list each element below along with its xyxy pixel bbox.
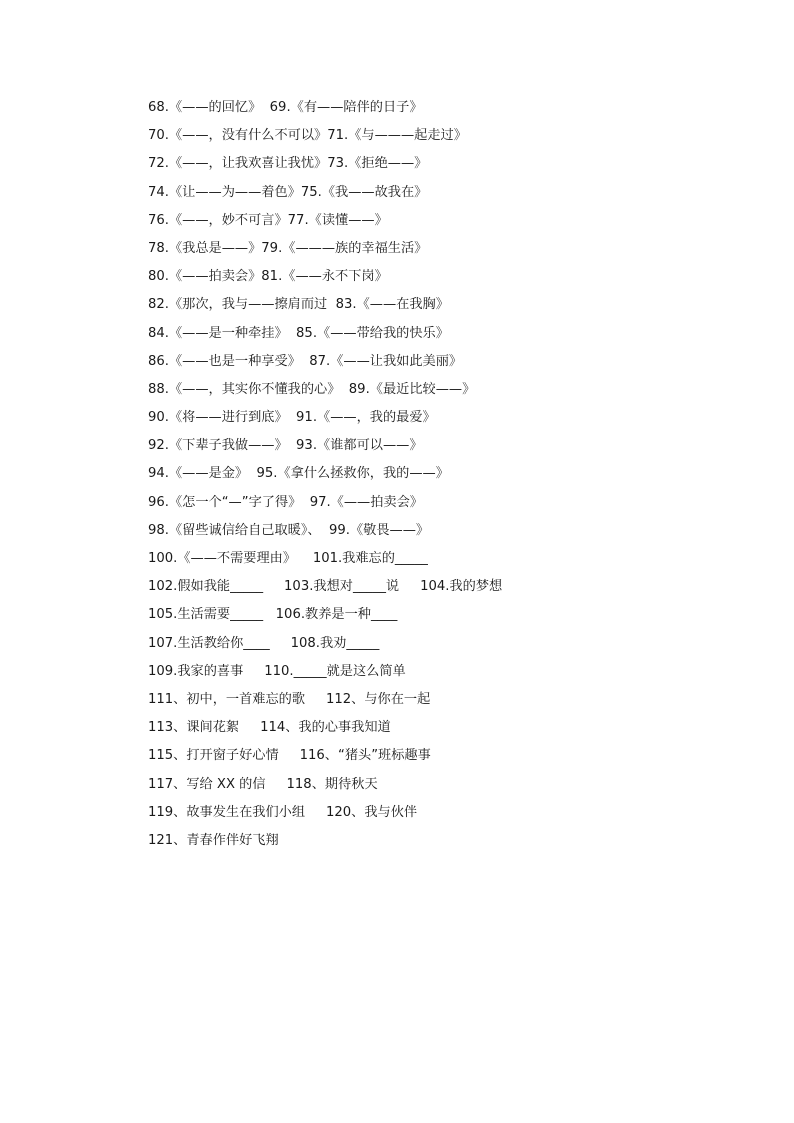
topic-line: 111、初中，一首难忘的歌 112、与你在一起 xyxy=(148,691,431,707)
topic-line: 100.《——不需要理由》 101.我难忘的_____ xyxy=(148,551,428,566)
topic-line: 90.《将——进行到底》 91.《——，我的最爱》 xyxy=(148,410,436,426)
topic-line: 115、打开窗子好心情 116、“猪头”班标趣事 xyxy=(148,748,431,764)
topic-line: 113、课间花絮 114、我的心事我知道 xyxy=(148,720,391,736)
topic-line: 121、青春作伴好飞翔 xyxy=(148,832,279,848)
topic-line: 70.《——，没有什么不可以》71.《与———起走过》 xyxy=(148,128,467,144)
essay-topic-list xyxy=(148,94,748,855)
topic-line: 84.《——是一种牵挂》 85.《——带给我的快乐》 xyxy=(148,325,449,341)
topic-line: 105.生活需要_____ 106.教养是一种____ xyxy=(148,607,398,623)
topic-line: 94.《——是金》 95.《拿什么拯救你，我的——》 xyxy=(148,466,449,482)
topic-line: 98.《留些诚信给自己取暖》、 99.《敬畏——》 xyxy=(148,522,430,538)
topic-line: 96.《怎一个“—”字了得》 97.《——拍卖会》 xyxy=(148,494,423,510)
topic-line: 109.我家的喜事 110._____就是这么简单 xyxy=(148,663,406,679)
topic-line: 68.《——的回忆》 69.《有——陪伴的日子》 xyxy=(148,100,423,115)
topic-line: 92.《下辈子我做——》 93.《谁都可以——》 xyxy=(148,438,423,454)
topic-line: 86.《——也是一种享受》 87.《——让我如此美丽》 xyxy=(148,353,463,369)
topic-line: 76.《——，妙不可言》77.《读懂——》 xyxy=(148,212,388,228)
topic-line: 82.《那次，我与——擦肩而过 83.《——在我胸》 xyxy=(148,297,449,313)
topic-line: 72.《——，让我欢喜让我忧》73.《拒绝——》 xyxy=(148,156,428,172)
topic-line: 80.《——拍卖会》81.《——永不下岗》 xyxy=(148,269,388,285)
topic-line: 117、写给 XX 的信 118、期待秋天 xyxy=(148,776,378,792)
topic-line: 88.《——，其实你不懂我的心》 89.《最近比较——》 xyxy=(148,381,476,397)
topic-line: 74.《让——为——着色》75.《我——故我在》 xyxy=(148,184,428,200)
topic-line: 102.假如我能_____ 103.我想对_____说 104.我的梦想 xyxy=(148,579,503,595)
topic-line: 107.生活教给你____ 108.我劝_____ xyxy=(148,635,380,651)
topic-line: 78.《我总是——》79.《———族的幸福生活》 xyxy=(148,240,428,256)
topic-line: 119、故事发生在我们小组 120、我与伙伴 xyxy=(148,804,418,820)
